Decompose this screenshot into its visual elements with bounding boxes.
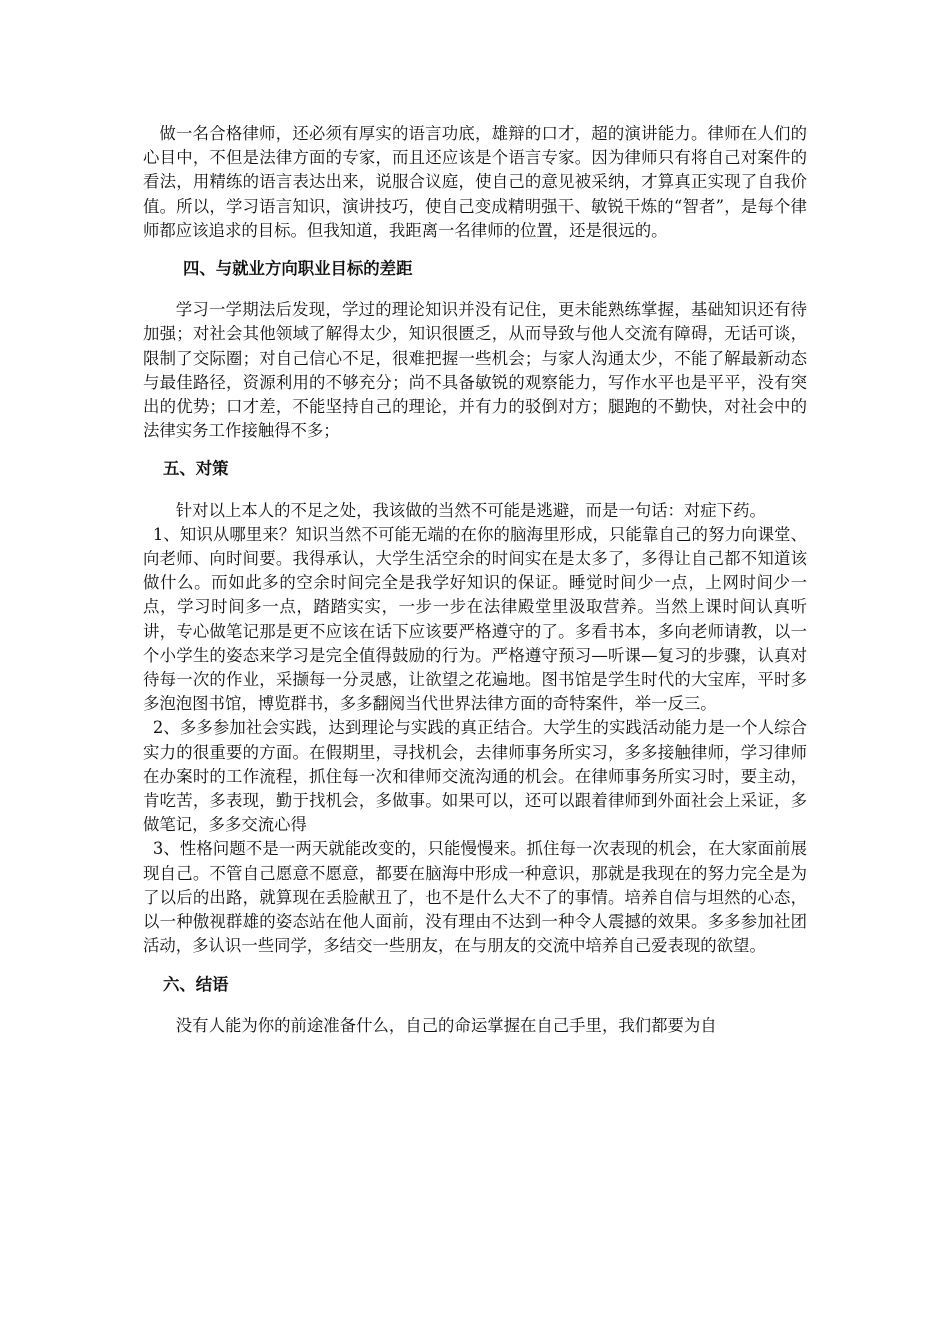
list-item-knowledge: 1、知识从哪里来？知识当然不可能无端的在你的脑海里形成，只能靠自己的努力向课堂、向老师、向时间要。我得承认，大学生活空余的时间实在是太多了，多得让自己都不知道该做什么。而如此多的空余时间完全是我学好知识的保证。睡觉时间少一点，上网时间少一点，学习时间多一点，踏踏实实，一步一步在法律殿堂里汲取营养。当然上课时间认真听讲，专心做笔记那是更不应该在话下应该要严格遵守的了。多看书本，多向老师请教，以一个小学生的姿态来学习是完全值得鼓励的行为。严格遵守预习—听课—复习的步骤，认真对待每一次的作业，采撷每一分灵感，让欲望之花遍地。图书馆是学生时代的大宝库，平时多多泡泡图书馆，博览群书，多多翻阅当代世界法律方面的奇特案件，举一反三。	[143, 524, 807, 714]
section-heading-strategy: 五、对策	[163, 459, 229, 479]
document-page	[143, 122, 807, 1038]
list-item-personality: 3、性格问题不是一两天就能改变的，只能慢慢来。抓住每一次表现的机会，在大家面前展现自己。不管自己愿意不愿意，都要在脑海中形成一种意识，那就是我现在的努力完全是为了以后的出路，就算现在丢脸献丑了，也不是什么大不了的事情。培养自信与坦然的心态，以一种傲视群雄的姿态站在他人面前，没有理由不达到一种令人震撼的效果。多多参加社团活动，多认识一些同学，多结交一些朋友，在与朋友的交流中培养自己爱表现的欲望。	[143, 839, 807, 956]
paragraph-strategy-intro: 针对以上本人的不足之处，我该做的当然不可能是逃避，而是一句话：对症下药。	[175, 500, 766, 520]
paragraph-gap-analysis: 学习一学期法后发现，学过的理论知识并没有记住，更未能熟练掌握，基础知识还有待加强；对社会其他领域了解得太少，知识很匮乏，从而导致与他人交流有障碍，无话可谈，限制了交际圈；对自己信心不足，很难把握一些机会；与家人沟通太少，不能了解最新动态与最佳路径，资源利用的不够充分；尚不具备敏锐的观察能力，写作水平也是平平，没有突出的优势；口才差，不能坚持自己的理论，并有力的驳倒对方；腿跑的不勤快，对社会中的法律实务工作接触得不多；	[143, 300, 807, 441]
section-heading-conclusion: 六、结语	[163, 974, 229, 994]
paragraph-conclusion: 没有人能为你的前途准备什么，自己的命运掌握在自己手里，我们都要为自	[175, 1015, 717, 1035]
list-item-practice: 2、多多参加社会实践，达到理论与实践的真正结合。大学生的实践活动能力是一个人综合实力的很重要的方面。在假期里，寻找机会，去律师事务所实习，多多接触律师，学习律师在办案时的工作流程，抓住每一次和律师交流沟通的机会。在律师事务所实习时，要主动，肯吃苦，多表现，勤于找机会，多做事。如果可以，还可以跟着律师到外面社会上采证，多做笔记，多多交流心得	[143, 718, 807, 835]
paragraph-lawyer-language: 做一名合格律师，还必须有厚实的语言功底，雄辩的口才，超的演讲能力。律师在人们的心目中，不但是法律方面的专家，而且还应该是个语言专家。因为律师只有将自己对案件的看法，用精练的语言表达出来，说服合议庭，使自己的意见被采纳，才算真正实现了自我价值。所以，学习语言知识，演讲技巧，使自己变成精明强干、敏锐干炼的“智者”，是每个律师都应该追求的目标。但我知道，我距离一名律师的位置，还是很远的。	[143, 124, 807, 240]
section-heading-gap: 四、与就业方向职业目标的差距	[183, 259, 413, 279]
